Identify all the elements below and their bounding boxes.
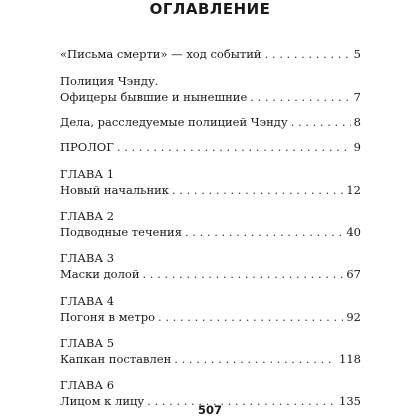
leader-dots: [291, 114, 351, 130]
toc-entry-title: Погоня в метро: [60, 310, 156, 324]
toc-entry-page: 67: [346, 267, 361, 281]
toc-entry-title: ГЛАВА 3: [60, 251, 115, 265]
toc-entry-page: 7: [353, 90, 361, 104]
toc-entry-page: 5: [353, 47, 361, 61]
leader-dots: [142, 266, 343, 282]
page-title: ОГЛАВЛЕНИЕ: [149, 0, 271, 18]
leader-dots: [265, 46, 351, 62]
leader-dots: [174, 351, 336, 367]
toc-entry: [60, 89, 361, 105]
toc-entry: [60, 377, 361, 393]
leader-dots: [185, 224, 343, 240]
toc-entry-page: 8: [353, 115, 361, 129]
toc-entry-title: ПРОЛОГ: [60, 140, 114, 154]
toc-entry-title: Дела, расследуемые полицией Чэнду: [60, 115, 288, 129]
toc-entry-title: Офицеры бывшие и нынешние: [60, 90, 248, 104]
leader-dots: [250, 89, 350, 105]
toc-entry-title: ГЛАВА 4: [60, 294, 115, 308]
toc-entry-title: ГЛАВА 1: [60, 167, 115, 181]
toc-entry-page: 135: [339, 394, 361, 408]
toc-entry: [60, 250, 361, 266]
toc-entry: [60, 139, 361, 155]
toc-entry-title: Капкан поставлен: [60, 352, 172, 366]
toc-entry-page: 92: [346, 310, 361, 324]
toc-entry-title: «Письма смерти» — ход событий: [60, 47, 262, 61]
toc-entry: [60, 46, 361, 62]
toc-entry: [60, 309, 361, 325]
toc-entry-title: Новый начальник: [60, 183, 169, 197]
toc-entry-title: ГЛАВА 2: [60, 209, 115, 223]
toc-entry: [60, 293, 361, 309]
leader-dots: [158, 309, 343, 325]
toc-entry: [60, 182, 361, 198]
toc-entry-page: 9: [353, 140, 361, 154]
leader-dots: [117, 139, 351, 155]
toc-entry: [60, 73, 361, 89]
toc-entry-page: 40: [346, 225, 361, 239]
toc-entry-title: ГЛАВА 6: [60, 378, 115, 392]
toc-entry-title: Лицом к лицу: [60, 394, 145, 408]
leader-dots: [172, 182, 343, 198]
toc-entry: [60, 335, 361, 351]
toc-entry: [60, 166, 361, 182]
toc-entry: [60, 208, 361, 224]
toc-entry-page: 118: [339, 352, 361, 366]
toc-entry-title: Полиция Чэнду.: [60, 74, 159, 88]
toc-entry-title: ГЛАВА 5: [60, 336, 115, 350]
toc-entry-page: 12: [346, 183, 361, 197]
toc-entry: [60, 224, 361, 240]
toc-entry-title: Маски долой: [60, 267, 140, 281]
toc-entry: [60, 266, 361, 282]
toc-entry-title: Подводные течения: [60, 225, 182, 239]
toc-entry: [60, 351, 361, 367]
page-number: 507: [197, 403, 222, 417]
toc-entry: [60, 114, 361, 130]
